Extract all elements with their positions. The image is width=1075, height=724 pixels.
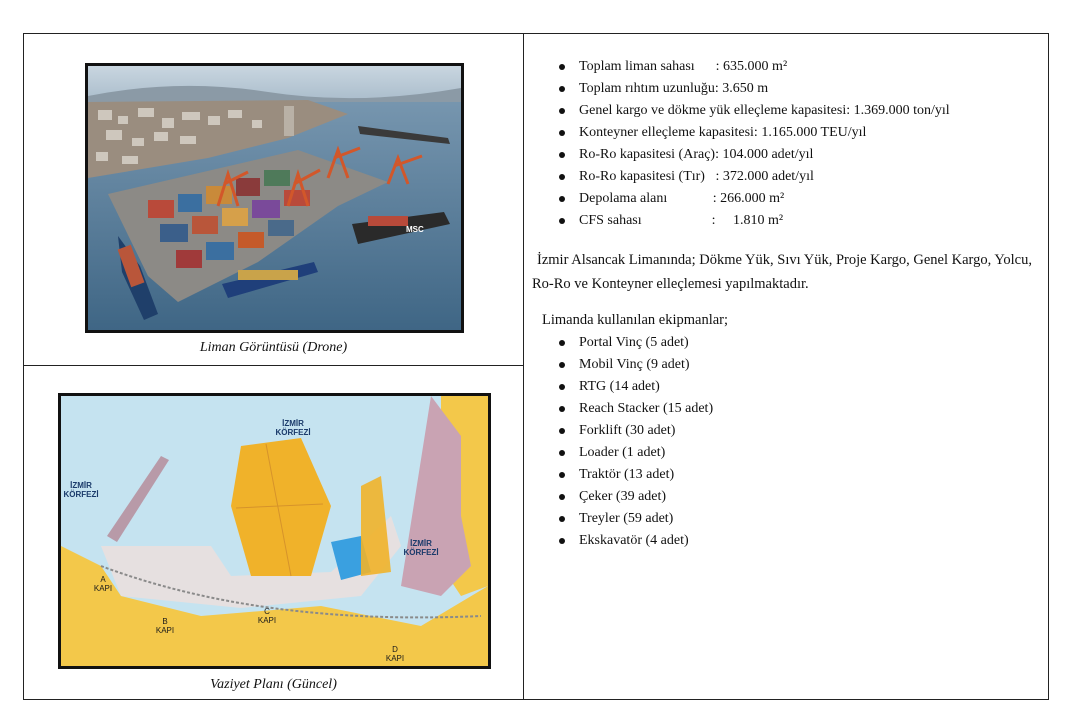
bullet-icon <box>559 152 565 158</box>
info-cell <box>524 34 1048 699</box>
equipment-item: Loader (1 adet) <box>524 442 713 464</box>
equipment-item: Treyler (59 adet) <box>524 508 713 530</box>
equipment-item: Traktör (13 adet) <box>524 464 713 486</box>
stat-item: Konteyner elleçleme kapasitesi: 1.165.000 TEU/yıl <box>524 122 950 144</box>
gate-d-letter: D <box>392 645 398 654</box>
bullet-icon <box>559 174 565 180</box>
gulf-label-left-1: İZMİR <box>70 481 92 490</box>
bullet-icon <box>559 218 565 224</box>
stat-item: Toplam liman sahası : 635.000 m² <box>524 56 950 78</box>
equipment-item: Portal Vinç (5 adet) <box>524 332 713 354</box>
bullet-icon <box>559 406 565 412</box>
port-statistics-list <box>524 56 950 232</box>
gate-c-letter: C <box>264 607 270 616</box>
bullet-icon <box>559 494 565 500</box>
equipment-list <box>524 332 713 552</box>
gate-a-label: KAPI <box>93 584 113 593</box>
equipment-title: Limanda kullanılan ekipmanlar; <box>542 312 729 328</box>
gate-b-label: KAPI <box>155 626 175 635</box>
bullet-icon <box>559 516 565 522</box>
equipment-item: Çeker (39 adet) <box>524 486 713 508</box>
equipment-item: Mobil Vinç (9 adet) <box>524 354 713 376</box>
bullet-icon <box>559 384 565 390</box>
bullet-icon <box>559 450 565 456</box>
photo-caption: Liman Görüntüsü (Drone) <box>199 340 348 355</box>
bullet-icon <box>559 340 565 346</box>
equipment-item: Forklift (30 adet) <box>524 420 713 442</box>
cargo-handling-paragraph: İzmir Alsancak Limanında; Dökme Yük, Sıvı Yük, Proje Kargo, Genel Kargo, Yolcu, Ro-Ro ve Konteyner elleçlemesi yapılmaktadır. <box>532 252 1032 292</box>
equipment-item: RTG (14 adet) <box>524 376 713 398</box>
bullet-icon <box>559 428 565 434</box>
gate-c-label: KAPI <box>257 616 277 625</box>
bullet-icon <box>559 362 565 368</box>
gulf-label-top-1: İZMİR <box>282 419 304 428</box>
gulf-label-left-2: KÖRFEZİ <box>63 490 99 499</box>
gulf-label-top-2: KÖRFEZİ <box>275 428 311 437</box>
document-table <box>23 33 1049 700</box>
gulf-label-right-2: KÖRFEZİ <box>403 548 439 557</box>
equipment-item: Reach Stacker (15 adet) <box>524 398 713 420</box>
equipment-item: Ekskavatör (4 adet) <box>524 530 713 552</box>
bullet-icon <box>559 130 565 136</box>
photo-cell <box>24 34 523 365</box>
bullet-icon <box>559 472 565 478</box>
stat-item: Toplam rıhtım uzunluğu: 3.650 m <box>524 78 950 100</box>
ship-label: MSC <box>406 225 424 234</box>
gate-b-letter: B <box>162 617 168 626</box>
port-drone-illustration <box>88 66 461 330</box>
stat-item: CFS sahası : 1.810 m² <box>524 210 950 232</box>
site-plan-illustration <box>61 396 488 666</box>
stat-item: Ro-Ro kapasitesi (Tır) : 372.000 adet/yıl <box>524 166 950 188</box>
plan-cell <box>24 366 523 699</box>
bullet-icon <box>559 86 565 92</box>
port-drone-photo <box>85 63 464 333</box>
bullet-icon <box>559 196 565 202</box>
gate-a-letter: A <box>100 575 106 584</box>
stat-item: Depolama alanı : 266.000 m² <box>524 188 950 210</box>
site-plan-map <box>58 393 491 669</box>
stat-item: Genel kargo ve dökme yük elleçleme kapasitesi: 1.369.000 ton/yıl <box>524 100 950 122</box>
bullet-icon <box>559 538 565 544</box>
bullet-icon <box>559 108 565 114</box>
bullet-icon <box>559 64 565 70</box>
stat-item: Ro-Ro kapasitesi (Araç): 104.000 adet/yıl <box>524 144 950 166</box>
gate-d-label: KAPI <box>385 654 405 663</box>
plan-caption: Vaziyet Planı (Güncel) <box>210 677 337 692</box>
gulf-label-right-1: İZMİR <box>410 539 432 548</box>
